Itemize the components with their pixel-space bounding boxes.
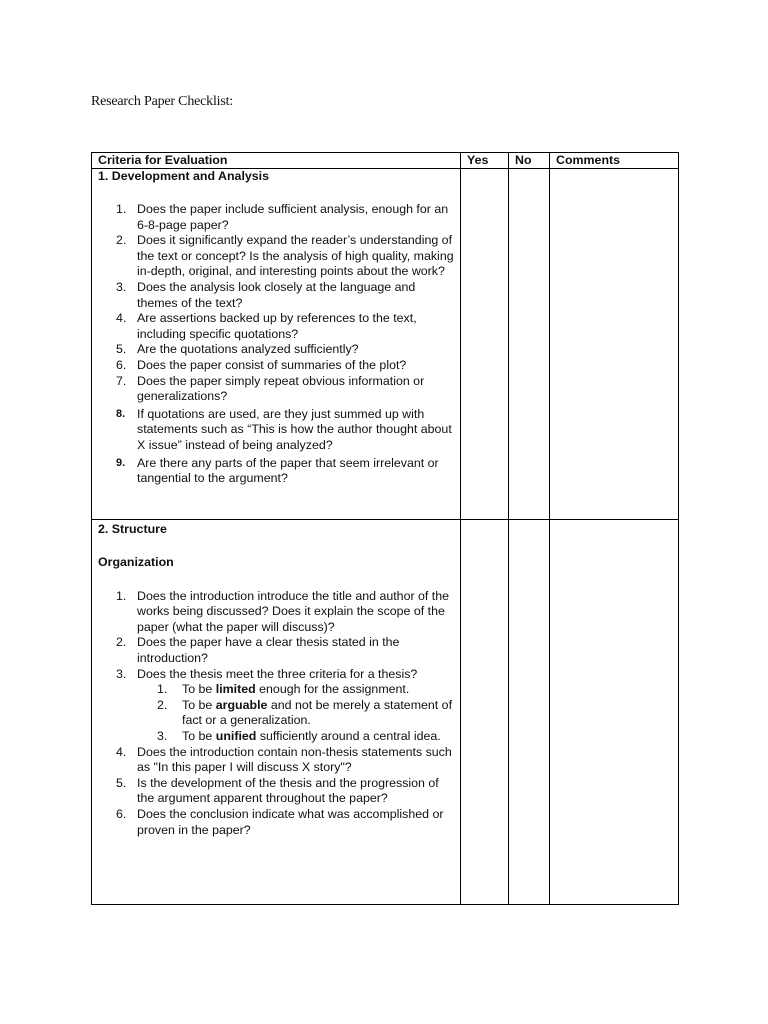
- comments-cell-development[interactable]: [550, 169, 679, 520]
- list-item: 2. To be arguable and not be merely a statement of fact or a generalization.: [157, 697, 453, 728]
- criteria-cell-structure: [92, 520, 461, 905]
- yes-cell-development[interactable]: [461, 169, 509, 520]
- list-item: 1. Does the introduction introduce the title and author of the works being discussed? Does it explain the scope of the paper (what the paper will discuss)?: [116, 588, 450, 634]
- list-item: 4. Are assertions backed up by references to the text, including specific quotations?: [116, 311, 417, 341]
- header-yes: Yes: [461, 153, 509, 169]
- development-question-list: [98, 202, 454, 487]
- section-title-structure: 2. Structure: [98, 522, 167, 536]
- no-cell-development[interactable]: [509, 169, 550, 520]
- list-item: 3. Does the analysis look closely at the language and themes of the text?: [116, 279, 416, 310]
- list-item: 5. Is the development of the thesis and the progression of the argument apparent throughout the paper?: [116, 775, 439, 806]
- header-criteria: Criteria for Evaluation: [92, 153, 461, 169]
- subheading-organization: Organization: [98, 555, 174, 569]
- list-item: 2. Does it significantly expand the reader’s understanding of the text or concept? Is the analysis of high quality, making in-depth, original, and interesting points about the work?: [116, 233, 454, 279]
- list-item: 3. Does the thesis meet the three criteria for a thesis? 1. To be limited enough for the assignment. 2. To be arguable and not be merely a statement of fact or a generalization. 3. To be unified sufficiently around a central idea.: [116, 666, 453, 743]
- list-item: 5. Are the quotations analyzed sufficiently?: [116, 342, 359, 357]
- thesis-criteria-list: [137, 682, 454, 744]
- list-item: 1. To be limited enough for the assignment.: [157, 682, 410, 697]
- header-comments: Comments: [550, 153, 679, 169]
- checklist-table: [91, 152, 679, 905]
- no-cell-structure[interactable]: [509, 520, 550, 905]
- structure-question-list: [98, 589, 454, 839]
- list-item: 8. If quotations are used, are they just summed up with statements such as “This is how the author thought about X issue” instead of being analyzed?: [116, 406, 452, 452]
- list-item: 7. Does the paper simply repeat obvious information or generalizations?: [116, 373, 425, 404]
- list-item: 2. Does the paper have a clear thesis stated in the introduction?: [116, 635, 400, 665]
- list-item: 6. Does the conclusion indicate what was accomplished or proven in the paper?: [116, 806, 444, 837]
- header-no: No: [509, 153, 550, 169]
- section-title-development: 1. Development and Analysis: [98, 169, 270, 183]
- list-item: 4. Does the introduction contain non-thesis statements such as "In this paper I will discuss X story"?: [116, 744, 452, 775]
- table-row-development: [92, 169, 679, 520]
- list-item: 6. Does the paper consist of summaries of the plot?: [116, 357, 407, 372]
- table-row-structure: [92, 520, 679, 905]
- criteria-cell-development: [92, 169, 461, 520]
- list-item: 1. Does the paper include sufficient analysis, enough for an 6-8-page paper?: [116, 202, 449, 232]
- comments-cell-structure[interactable]: [550, 520, 679, 905]
- document-title: Research Paper Checklist:: [91, 94, 233, 109]
- list-item: 3. To be unified sufficiently around a central idea.: [157, 728, 441, 743]
- yes-cell-structure[interactable]: [461, 520, 509, 905]
- list-item: 9. Are there any parts of the paper that seem irrelevant or tangential to the argument?: [116, 455, 439, 486]
- header-row: [92, 153, 679, 169]
